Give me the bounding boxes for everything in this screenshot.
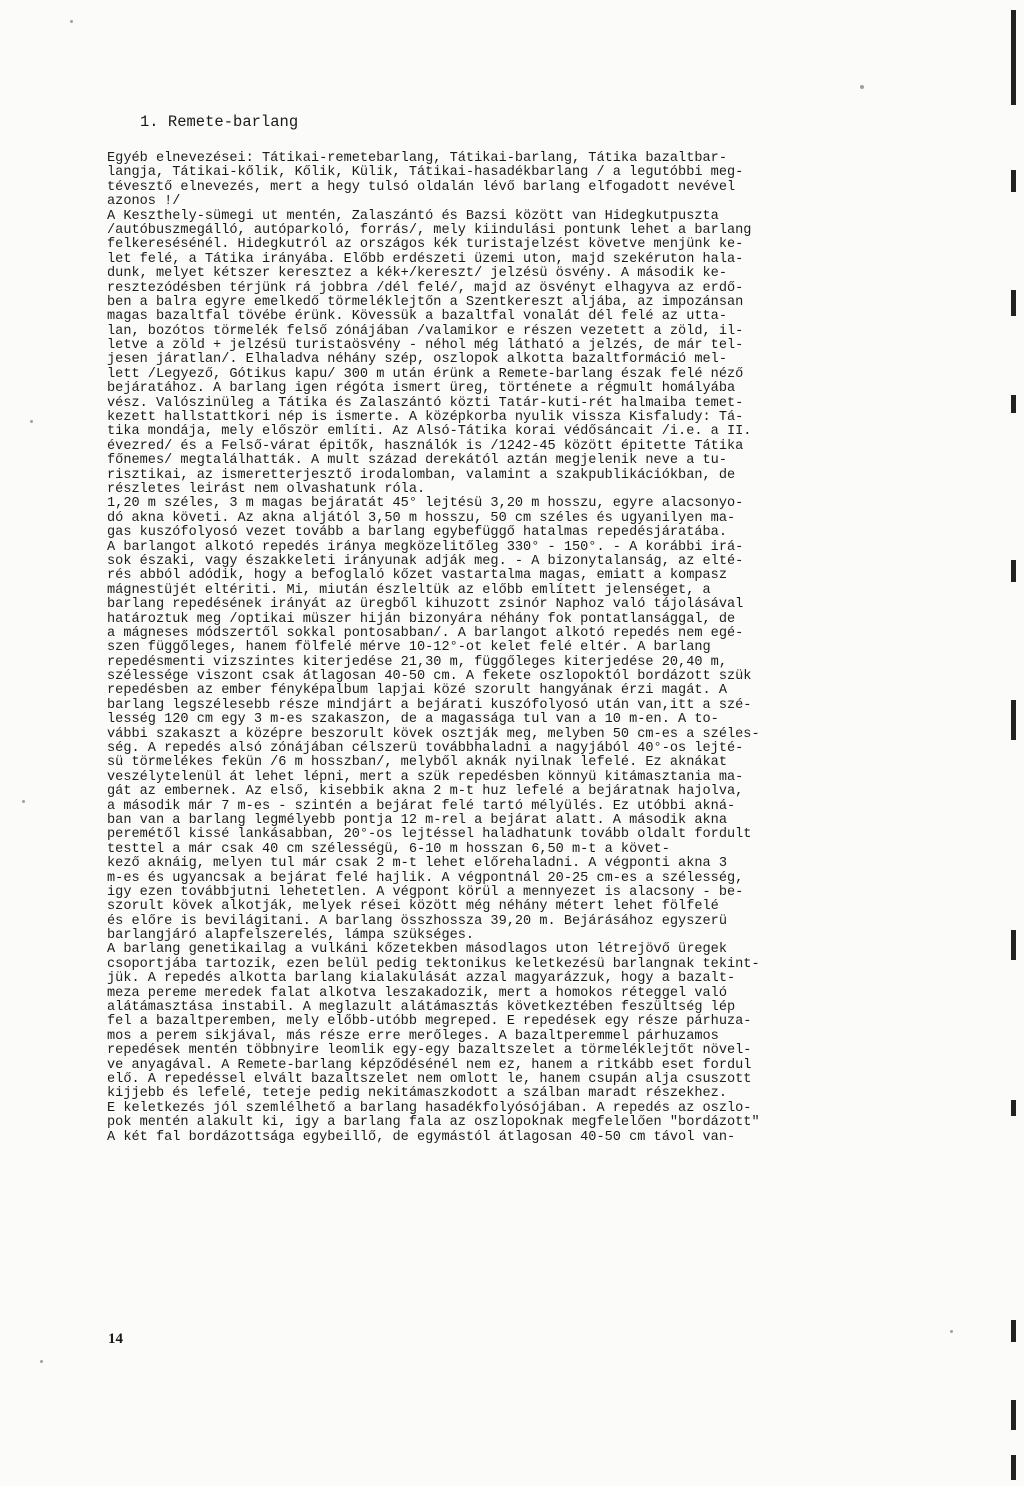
text-line: igy ezen továbbjutni lehetetlen. A végpont körül a mennyezet is alacsony - be- xyxy=(107,884,744,900)
text-line: veszélytelenül át lehet lépni, mert a szük repedésben könnyü kitámasztania ma- xyxy=(107,769,744,785)
text-line: csoportjába tartozik, ezen belül pedig tektonikus keletkezésü barlangnak tekint- xyxy=(107,956,760,972)
text-line: ség. A repedés alsó zónájában célszerü továbbhaladni a nagyjából 40°-os lejté- xyxy=(107,741,744,757)
text-line: rés abból adódik, hogy a befoglaló kőzet vastartalma magas, emiatt a kompasz xyxy=(107,568,727,584)
text-line: barlang repedésének irányát az üregből kihuzott zsinór Naphoz való tájolásával xyxy=(107,597,744,613)
text-line: a második már 7 m-es - szintén a bejárat felé tartó mélyülés. Ez utóbbi akná- xyxy=(107,798,736,814)
text-line: vész. Valószinüleg a Tátika és Zalaszántó közti Tatár-kuti-rét halmaiba temet- xyxy=(107,395,744,411)
text-line: resztezódésben térjünk rá jobbra /dél felé/, majd az ösvényt elhagyva az erdő- xyxy=(107,280,744,296)
text-line: peremétől kissé lankásabban, 20°-os lejtéssel haladhatunk tovább oldalt fordult xyxy=(107,827,752,843)
text-line: A barlangot alkotó repedés iránya megközelitőleg 330° - 150°. - A korábbi irá- xyxy=(107,539,744,555)
text-line: felkeresésénél. Hidegkutról az országos kék turistajelzést követve menjünk ke- xyxy=(107,237,744,253)
text-line: lan, bozótos törmelék felső zónájában /valamikor e részen vezetett a zöld, il- xyxy=(107,323,744,339)
text-line: alátámasztása instabil. A meglazult alátámasztás következtében feszültség lép xyxy=(107,1000,736,1016)
text-line: bejáratához. A barlang igen régóta ismert üreg, története a régmult homályába xyxy=(107,381,736,397)
text-line: A Keszthely-sümegi ut mentén, Zalaszántó és Bazsi között van Hidegkutpuszta xyxy=(107,208,719,224)
text-line: pok mentén alakult ki, igy a barlang fala az oszlopoknak megfelelően "bordázott" xyxy=(107,1115,760,1131)
text-line: jesen járatlan/. Elhaladva néhány szép, oszlopok alkotta bazaltformáció mel- xyxy=(107,352,727,368)
text-line: ve anyagával. A Remete-barlang képződésénél nem ez, hanem a ritkább eset fordul xyxy=(107,1057,752,1073)
text-line: repedések mentén többnyire leomlik egy-egy bazaltszelet a törmeléklejtőt növel- xyxy=(107,1043,752,1059)
text-line: szorult kövek alkotják, melyek rései között még néhány métert lehet fölfelé xyxy=(107,899,719,915)
text-line: és előre is bevilágitani. A barlang összhossza 39,20 m. Bejárásához egyszerü xyxy=(107,913,727,929)
text-line: lett /Legyező, Gótikus kapu/ 300 m után érünk a Remete-barlang észak felé néző xyxy=(107,366,744,382)
scan-speck xyxy=(950,1330,953,1333)
text-line: tévesztő elnevezés, mert a hegy tulsó oldalán lévő barlang elfogadott nevével xyxy=(107,179,736,195)
text-line: m-es és ugyancsak a bejárat felé hajlik. A végpontnál 20-25 cm-es a szélesség, xyxy=(107,870,744,886)
text-line: gas kuszófolyosó vezet tovább a barlang egybefüggő hatalmas repedésjáratába. xyxy=(107,525,727,541)
text-line: ben a balra egyre emelkedő törmeléklejtőn a Szentkereszt aljába, az impozánsan xyxy=(107,294,744,310)
text-line: kijjebb és lefelé, teteje pedig nekitámaszkodott a szálban maradt részekhez. xyxy=(107,1086,727,1102)
text-line: langja, Tátikai-kőlik, Kőlik, Külik, Tátikai-hasadékbarlang / a legutóbbi meg- xyxy=(107,165,744,181)
text-line: magas bazaltfal tövébe érünk. Kövessük a bazaltfal vonalát dél felé az utta- xyxy=(107,309,727,325)
text-line: elő. A repedéssel elvált bazaltszelet nem omlott le, hanem csupán alja csuszott xyxy=(107,1072,752,1087)
text-line: szélessége viszont csak átlagosan 40-50 cm. A fekete oszlopoktól bordázott szük xyxy=(107,669,752,685)
text-line: /autóbuszmegálló, autóparkoló, forrás/, mely kiindulási pontunk lehet a barlang xyxy=(107,222,752,238)
text-line: E keletkezés jól szemlélhető a barlang hasadékfolyósójában. A repedés az oszlo- xyxy=(107,1100,752,1116)
text-line: tika mondája, mely először említi. Az Alsó-Tátika korai védősáncait /i.e. a II. xyxy=(107,424,752,440)
text-line: barlang legszélesebb része mindjárt a bejárati kuszófolyosó után van,itt a szé- xyxy=(107,697,752,713)
text-line: Egyéb elnevezései: Tátikai-remetebarlang, Tátikai-barlang, Tátika bazaltbar- xyxy=(107,151,727,166)
text-line: repedésben az ember fényképalbum lapjai közé szorult hangyának érzi magát. A xyxy=(107,683,727,699)
text-line: jük. A repedés alkotta barlang kialakulását azzal magyarázzuk, hogy a bazalt- xyxy=(107,971,736,987)
text-line: kezett hallstattkori nép is ismerte. A középkorba nyulik vissza Kisfaludy: Tá- xyxy=(107,410,744,426)
text-line: vábbi szakaszt a középre beszorult kövek osztják meg, melyben 50 cm-es a széles- xyxy=(107,726,760,742)
text-line: meza pereme meredek falat alkotva leszakadozik, mert a homokos réteggel való xyxy=(107,985,727,1001)
text-line: kező aknáig, melyen tul már csak 2 m-t lehet előrehaladni. A végponti akna 3 xyxy=(107,856,727,872)
body-text xyxy=(107,152,937,1145)
text-line: let felé, a Tátika irányába. Előbb erdészeti üzemi uton, majd szekéruton hala- xyxy=(107,251,744,267)
text-line: letve a zöld + jelzésü turistaösvény - néhol még látható a jelzés, de már tel- xyxy=(107,338,744,354)
text-line: évezred/ és a Felső-várat épitők, használók is /1242-45 között épitette Tátika xyxy=(107,438,744,454)
text-line: 1,20 m széles, 3 m magas bejáratát 45° lejtésü 3,20 m hosszu, egyre alacsonyo- xyxy=(107,496,744,512)
text-line: főnemes/ megtalálhatták. A mult század derekától aztán megjelenik neve a tu- xyxy=(107,453,727,469)
text-line: ban van a barlang legmélyebb pontja 12 m-rel a bejárat alatt. A második akna xyxy=(107,812,727,828)
text-line: határoztuk meg /optikai müszer hiján bizonyára néhány fok pontatlansággal, de xyxy=(107,611,736,627)
text-line: mágnestüjét eltériti. Mi, miután észleltük az előbb említett jelenséget, a xyxy=(107,582,711,598)
scan-edge-marks xyxy=(1011,0,1017,1486)
text-line: azonos !/ xyxy=(107,194,181,210)
text-line: részletes leirást nem olvashatunk róla. xyxy=(107,481,426,497)
text-line: dó akna követi. Az akna aljától 3,50 m hosszu, 50 cm széles és ugyanilyen ma- xyxy=(107,510,736,526)
text-line: a mágneses módszertől sokkal pontosabban/. A barlangot alkotó repedés nem egé- xyxy=(107,625,744,641)
text-line: sok északi, vagy északkeleti irányunak adják meg. - A bizonytalanság, az elté- xyxy=(107,553,744,569)
text-line: mos a perem sikjával, más része erre merőleges. A bazaltperemmel párhuzamos xyxy=(107,1028,719,1044)
text-line: szen függőleges, hanem fölfelé mérve 10-12°-ot kelet felé eltér. A barlang xyxy=(107,640,711,656)
text-line: A barlang genetikailag a vulkáni kőzetekben másodlagos uton létrejövő üregek xyxy=(107,942,727,958)
page-number: 14 xyxy=(108,1331,123,1347)
text-line: dunk, melyet kétszer keresztez a kék+/kereszt/ jelzésü ösvény. A második ke- xyxy=(107,266,727,282)
text-line: A két fal bordázottsága egybeillő, de egymástól átlagosan 40-50 cm távol van- xyxy=(107,1129,736,1145)
text-line: fel a bazaltperemben, mely előbb-utóbb megreped. E repedések egy része párhuza- xyxy=(107,1014,752,1030)
text-line: lesség 120 cm egy 3 m-es szakaszon, de a magassága tul van a 10 m-en. A to- xyxy=(107,712,719,728)
scan-speck xyxy=(22,800,25,803)
text-line: gát az embernek. Az első, kisebbik akna 2 m-t huz lefelé a bejáratnak hajolva, xyxy=(107,784,744,800)
text-line: barlangjáró alapfelszerelés, lámpa szükséges. xyxy=(107,928,475,944)
scan-speck xyxy=(70,20,73,23)
text-line: testtel a már csak 40 cm szélességü, 6-10 m hosszan 6,50 m-t a követ- xyxy=(107,841,670,857)
scan-speck xyxy=(860,85,864,89)
text-line: risztikai, az ismeretterjesztő irodalomban, valamint a szakpublikációkban, de xyxy=(107,467,736,483)
text-line: repedésmenti vizszintes kiterjedése 21,30 m, függőleges kiterjedése 20,40 m, xyxy=(107,654,727,670)
scan-speck xyxy=(30,420,33,423)
text-line: sü törmelékes fekün /6 m hosszban/, melyből aknák nyilnak lefelé. Ez aknákat xyxy=(107,755,727,771)
scan-speck xyxy=(40,1360,43,1363)
section-title: 1. Remete-barlang xyxy=(140,113,299,131)
